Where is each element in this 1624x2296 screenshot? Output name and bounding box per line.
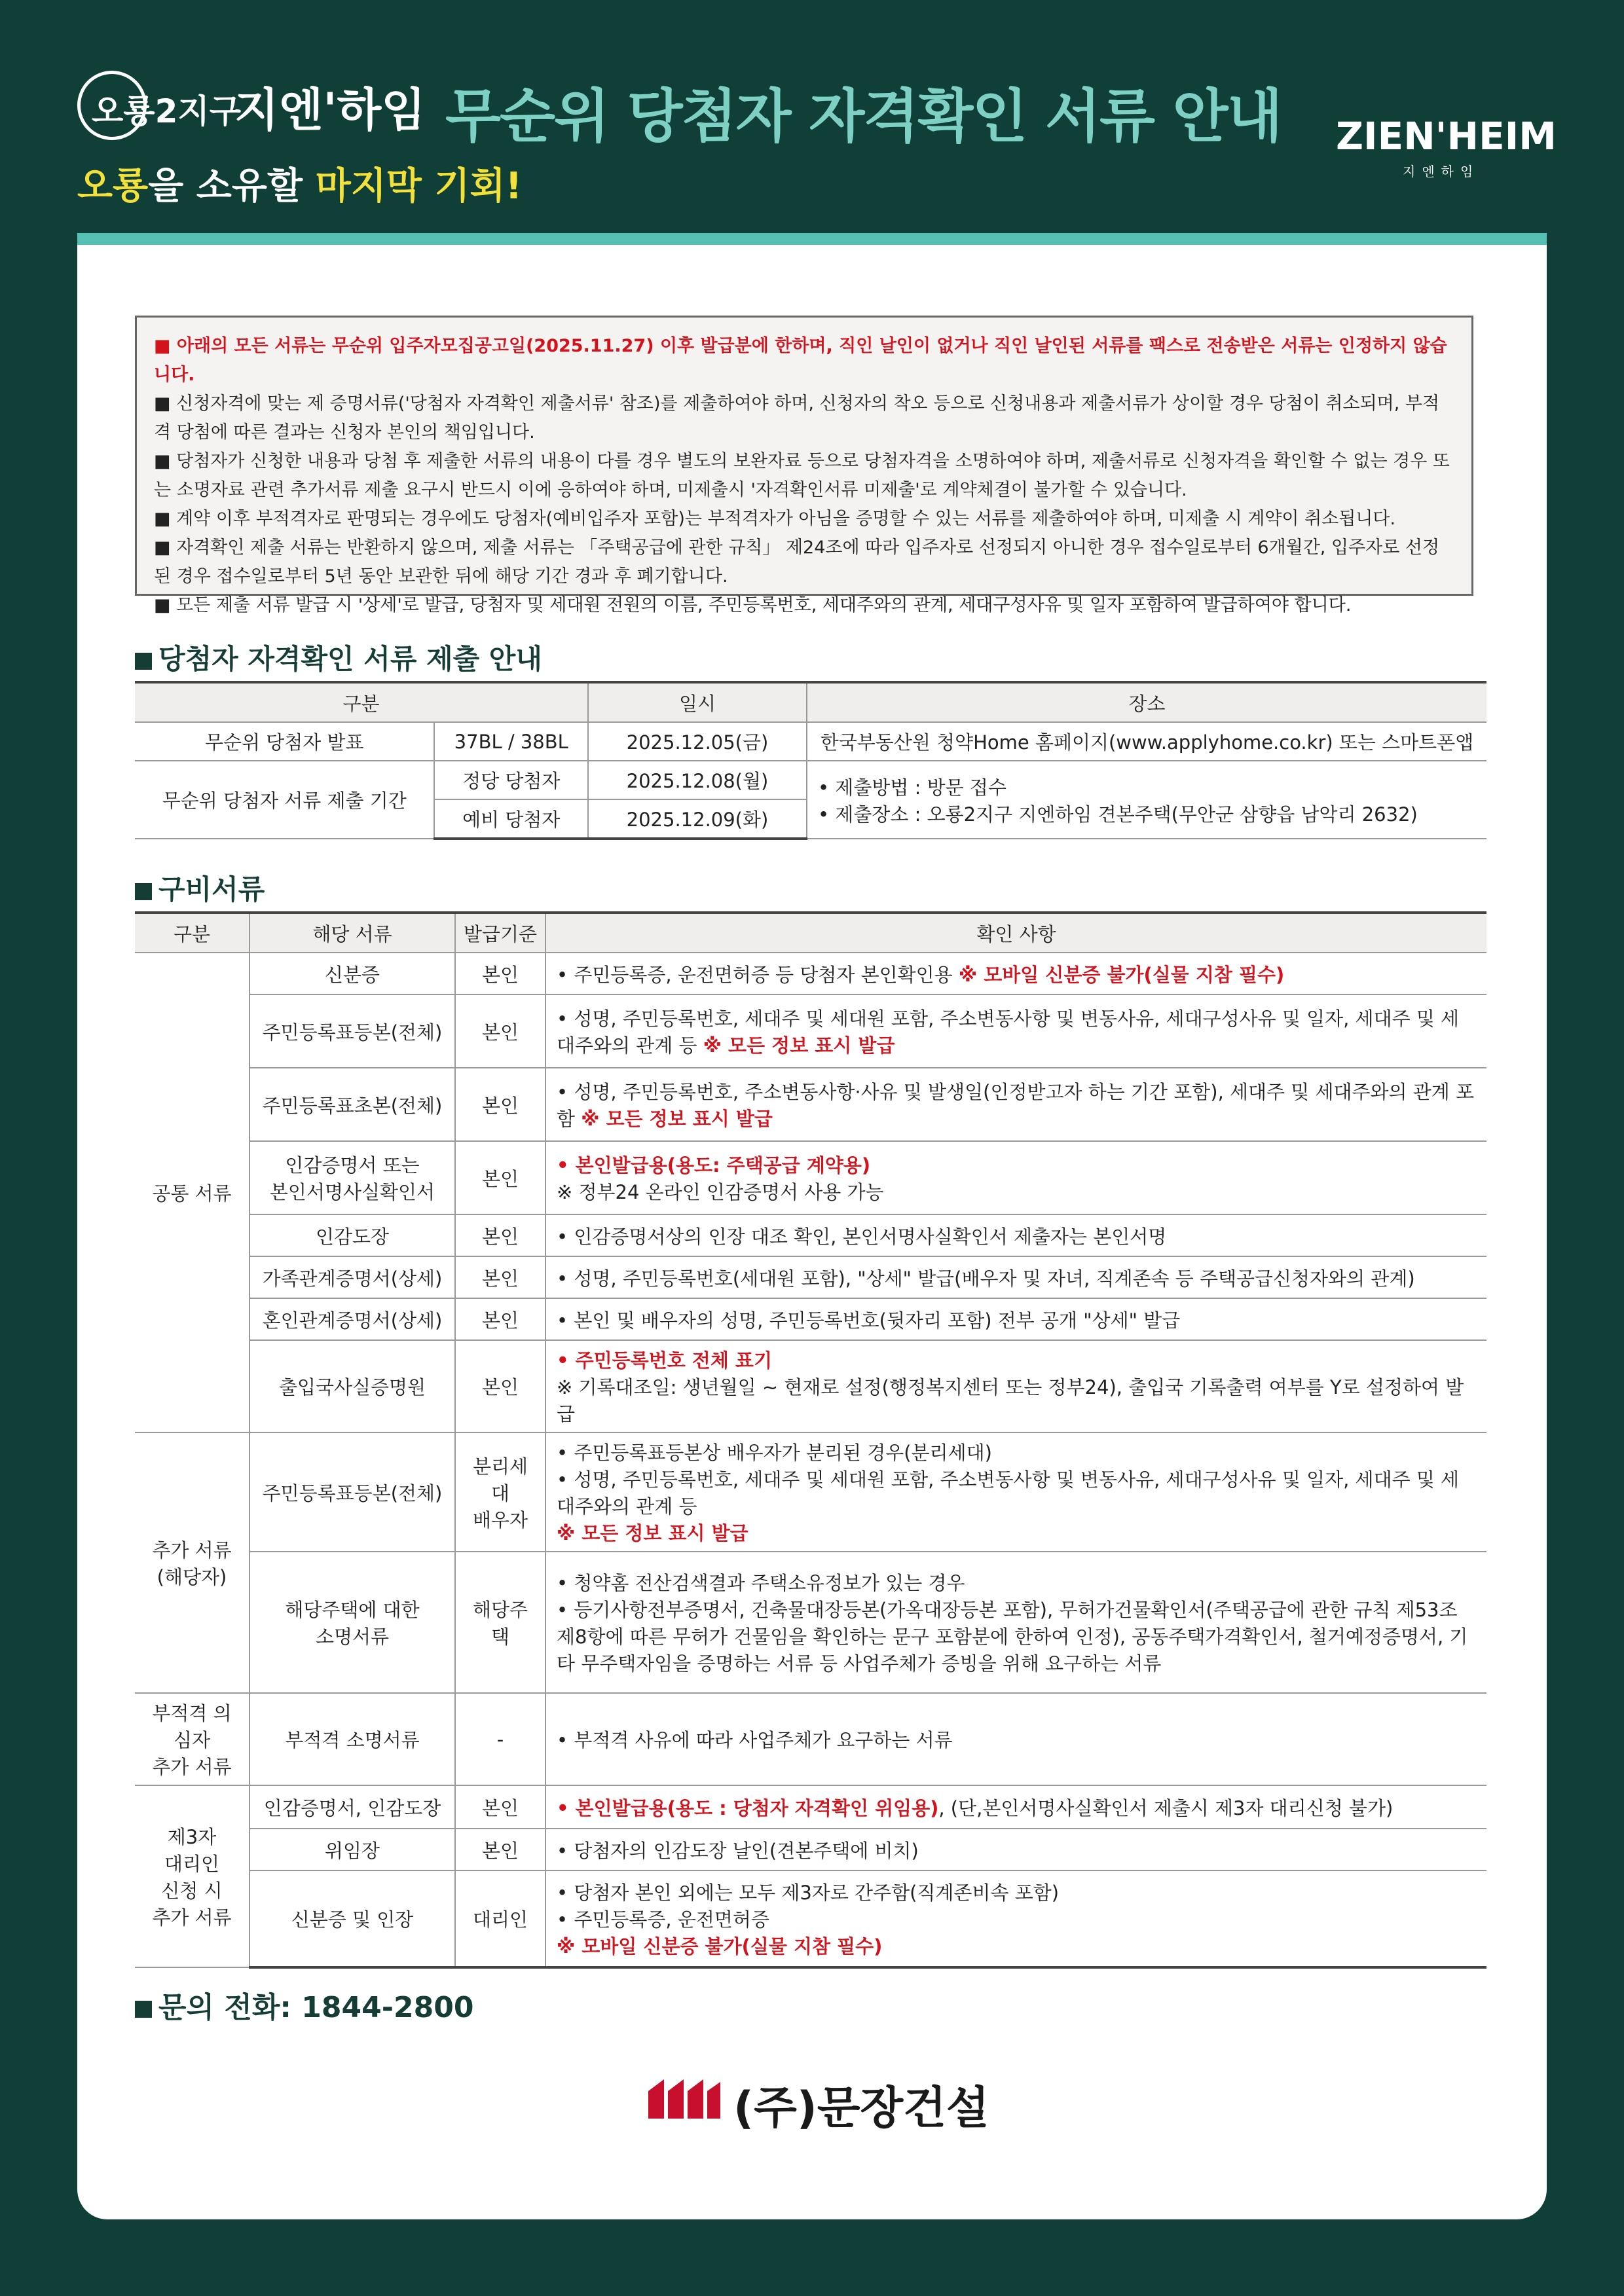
company-mark-icon xyxy=(648,2079,720,2119)
table-cell: 한국부동산원 청약Home 홈페이지(www.applyhome.co.kr) 또는 스마트폰앱 xyxy=(807,722,1486,761)
headline: 무순위 당첨자 자격확인 서류 안내 xyxy=(445,82,1282,150)
logo-sub: 지엔하임 xyxy=(1403,164,1480,179)
table-cell: 2025.12.09(화) xyxy=(588,799,807,839)
table-cell: 정당 당첨자 xyxy=(434,761,588,799)
notice-line: ■ 신청자격에 맞는 제 증명서류('당첨자 자격확인 제출서류' 참조)를 제출하여야 하며, 신청자의 착오 등으로 신청내용과 제출서류가 상이할 경우 당첨이 취소되며, 부적격 당첨에 따른 결과는 신청자 본인의 책임입니다. xyxy=(154,393,1440,443)
table-cell: 무순위 당첨자 서류 제출 기간 xyxy=(135,761,434,839)
subtitle xyxy=(77,157,522,210)
table-cell: • 제출방법 : 방문 접수 • 제출장소 : 오룡2지구 지엔하임 견본주택(무안군 삼향읍 남악리 2632) xyxy=(807,761,1486,839)
table-cell: 37BL / 38BL xyxy=(434,722,588,761)
table-header: 구분 xyxy=(135,913,249,953)
teal-bar xyxy=(77,233,1547,245)
table-cell: 무순위 당첨자 발표 xyxy=(135,722,434,761)
group-cell: 부적격 의심자 추가 서류 xyxy=(135,1693,249,1785)
notice-box xyxy=(135,316,1473,615)
section-title-submission: 당첨자 자격확인 서류 제출 안내 xyxy=(135,638,542,677)
subtitle-b: 을 소유할 xyxy=(148,165,316,208)
table-header: 일시 xyxy=(588,682,807,722)
notice-line: ■ 모든 제출 서류 발급 시 '상세'로 발급, 당첨자 및 세대원 전원의 이름, 주민등록번호, 세대주와의 관계, 세대구성사유 및 일자 포함하여 발급하여야 합니다. xyxy=(154,595,1352,615)
table-cell: 2025.12.08(월) xyxy=(588,761,807,799)
header xyxy=(0,0,1624,236)
documents-table: 구분 해당 서류 발급기준 확인 사항 공통 서류 신분증 본인 • 주민등록증, 운전면허증 등 당첨자 본인확인용 ※ 모바일 신분증 불가(실물 지참 필수) 주민등록표등본(전체) 본인 • 성명, 주민등록번호, 세대주 및 세대원 포함, 주소변동사항 및 변동사유, 세대구성사유 및 일자, 세대주 및 세대주와의 관계 등 ※ 모든 정보 표시 발급 주민등록표초본(전체) 본인 • 성명, 주민등록번호, 주소변동사항·사유 및 발생일(인정받고자 하는 기간 포함), 세대주 및 세대주와의 관계 포함 ※ 모든 정보 표시 발급 인감증명서 또는 본인서명사실확인서 본인 • 본인발급용(용도: 주택공급 계약용) ※ 정부24 온라인 인감증명서 사용 가능 인감도장 본인 • 인감증명서상의 인장 대조 확인, 본인서명사실확인서 제출자는 본인서명 가족관계증명서(상세) 본인 • 성명, 주민등록번호(세대원 포함), "상세" 발급(배우자 및 자녀, 직계존속 등 주택공급신청자와의 관계) 혼인관계증명서(상세) 본인 • 본인 및 배우자의 성명, 주민등록번호(뒷자리 포함) 전부 공개 "상세" 발급 출입국사실증명원 본인 • 주민등록번호 전체 표기 ※ 기록대조일: 생년월일 ~ 현재로 설정(행정복지센터 또는 정부24), 출입국 기록출력 여부를 Y로 설정하여 발급 추가 서류 (해당자) 주민등록표등본(전체) 분리세대 배우자 • 주민등록표등본상 배우자가 분리된 경우(분리세대) • 성명, 주민등록번호, 세대주 및 세대원 포함, 주소변동사항 및 변동사유, 세대구성사유 및 일자, 세대주 및 세대주와의 관계 등 ※ 모든 정보 표시 발급 해당주택에 대한 소명서류 해당주택 • 청약홈 전산검색결과 주택소유정보가 있는 경우 • 등기사항전부증명서, 건축물대장등본(가옥대장등본 포함), 무허가건물확인서(주택공급에 관한 규칙 제53조 제8항에 따른 무허가 건물임을 확인하는 문구 포함분에 한하여 인정), 공동주택가격확인서, 철거예정증명서, 기타 무주택자임을 증명하는 서류 등 사업주체가 증빙을 위해 요구하는 서류 부적격 의심자 추가 서류 부적격 소명서류 - • 부적격 사유에 따라 사업주체가 요구하는 서류 제3자 대리인 신청 시 추가 서류 인감증명서, 인감도장 본인 • 본인발급용(용도 : 당첨자 자격확인 위임용), (단,본인서명사실확인서 제출시 제3자 대리신청 불가) 위임장 본인 • 당첨자의 인감도장 날인(견본주택에 비치) 신분증 및 인장 대리인 • 당첨자 본인 외에는 모두 제3자로 간주함(직계존비속 포함) • 주민등록증, 운전면허증 ※ 모바일 신분증 불가(실물 지참 필수) xyxy=(135,911,1486,1969)
subtitle-a: 오룡 xyxy=(77,165,149,208)
notice-line: ■ 자격확인 제출 서류는 반환하지 않으며, 제출 서류는 「주택공급에 관한 규칙」 제24조에 따라 입주자로 선정되지 아니한 경우 접수일로부터 6개월간, 입주자로 선정된 경우 접수일로부터 5년 동안 보관한 뒤에 해당 기간 경과 후 폐기합니다. xyxy=(154,538,1440,587)
table-header: 장소 xyxy=(807,682,1486,722)
brand-large: 지엔'하임 xyxy=(234,83,426,137)
group-cell: 제3자 대리인 신청 시 추가 서류 xyxy=(135,1785,249,1967)
notice-line: ■ 계약 이후 부적격자로 판명되는 경우에도 당첨자(예비입주자 포함)는 부적격자가 아님을 증명할 수 있는 서류를 제출하여야 하며, 미제출 시 계약이 취소됩니다. xyxy=(154,509,1396,529)
table-cell: 2025.12.05(금) xyxy=(588,722,807,761)
table-header: 발급기준 xyxy=(455,913,545,953)
subtitle-c: 마지막 기회! xyxy=(315,165,523,208)
group-cell: 공통 서류 xyxy=(135,953,249,1432)
group-cell: 추가 서류 (해당자) xyxy=(135,1432,249,1693)
submission-table xyxy=(135,681,1486,840)
content-sheet xyxy=(77,245,1547,2219)
table-cell: 예비 당첨자 xyxy=(434,799,588,839)
inquiry: 문의 전화: 1844-2800 xyxy=(135,1984,473,2026)
table-header: 해당 서류 xyxy=(249,913,455,953)
table-header: 구분 xyxy=(135,682,588,722)
notice-line: ■ 당첨자가 신청한 내용과 당첨 후 제출한 서류의 내용이 다를 경우 별도의 보완자료 등으로 당첨자격을 소명하여야 하며, 제출서류로 신청자격을 확인할 수 없는 경우 또는 소명자료 관련 추가서류 제출 요구시 반드시 이에 응하여야 하며, 미제출시 '자격확인서류 미제출'로 계약체결이 불가할 수 있습니다. xyxy=(154,451,1450,500)
brand-small: 오룡2지구 xyxy=(92,92,241,130)
company-name: (주)문장건설 xyxy=(733,2083,989,2134)
section-title-documents: 구비서류 xyxy=(135,868,265,907)
logo: ZIEN'HEIM xyxy=(1336,114,1557,158)
company-logo xyxy=(648,2073,1028,2132)
table-header: 확인 사항 xyxy=(545,913,1486,953)
notice-line: ■ 아래의 모든 서류는 무순위 입주자모집공고일(2025.11.27) 이후 발급분에 한하며, 직인 날인이 없거나 직인 날인된 서류를 팩스로 전송받은 서류는 인정하지 않습니다. xyxy=(154,336,1447,385)
